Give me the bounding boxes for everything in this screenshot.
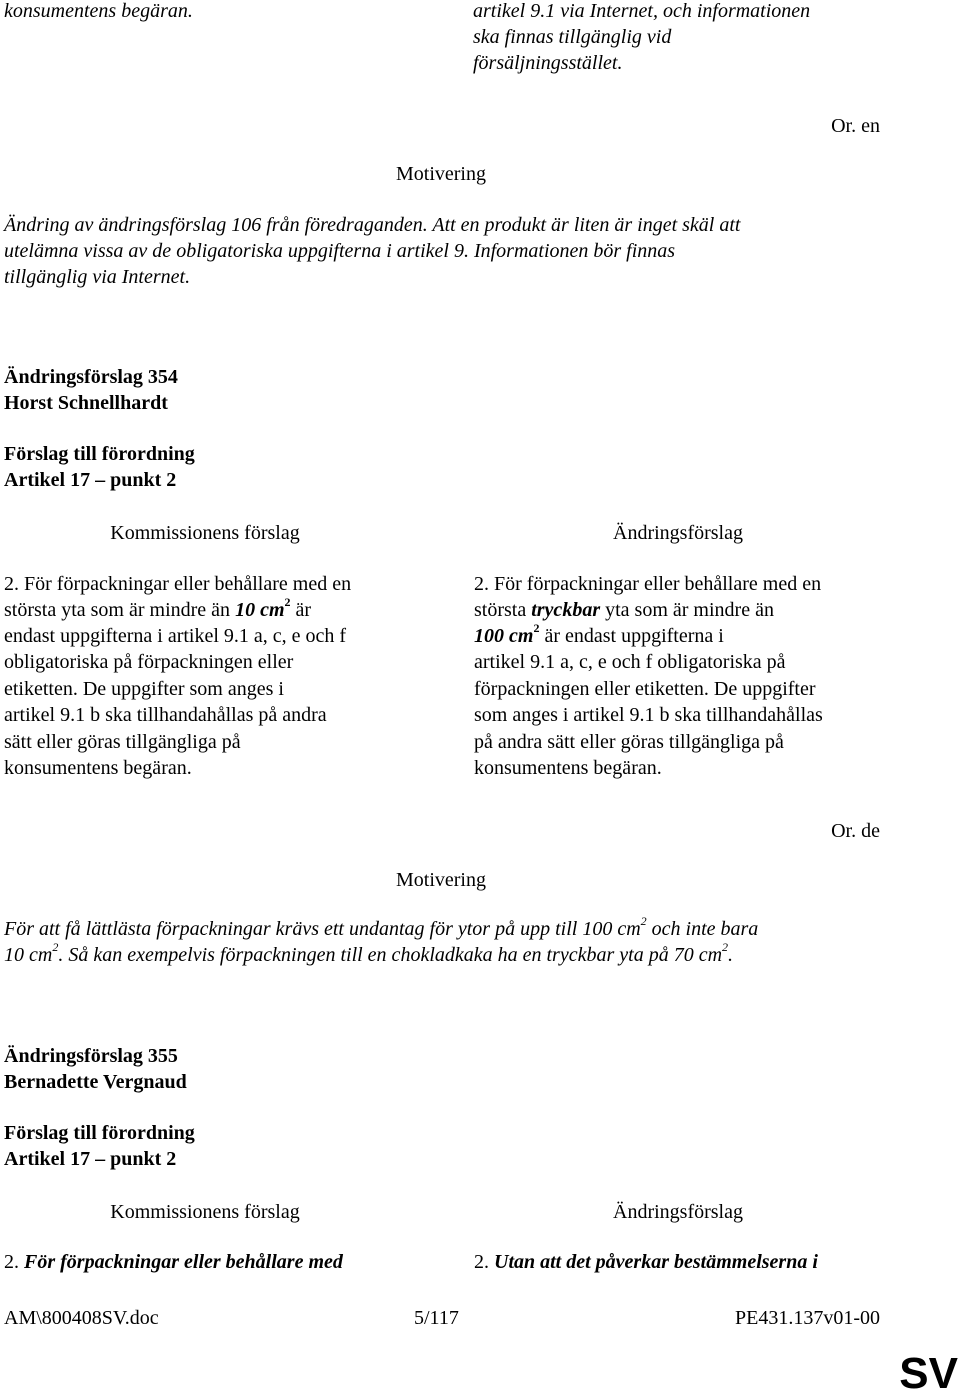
amendment-354-proposal: Förslag till förordning: [4, 443, 195, 465]
top-right-line-2: ska finnas tillgänglig vid: [473, 26, 672, 48]
text-line: konsumentens begäran.: [474, 757, 662, 779]
amendment-354-article: Artikel 17 – punkt 2: [4, 469, 177, 491]
justification-1-line-2: utelämna vissa av de obligatoriska uppgifterna i artikel 9. Informationen bör finnas: [4, 240, 676, 262]
text-line: 100 $cm^2$ är endast uppgifterna i: [474, 621, 724, 647]
top-right-line-3: försäljningsstället.: [473, 52, 623, 74]
text-line: sätt eller göras tillgängliga på: [4, 731, 241, 753]
footer-doc-ref: AM\800408SV.doc: [4, 1307, 159, 1329]
text-line: endast uppgifterna i artikel 9.1 a, c, e och f: [4, 625, 347, 647]
text-line: etiketten. De uppgifter som anges i: [4, 678, 284, 700]
column-header-amendment-2: Ändringsförslag: [613, 1201, 743, 1223]
top-left-text: konsumentens begäran.: [4, 0, 193, 22]
justification-1-line-3: tillgänglig via Internet.: [4, 266, 191, 288]
original-language-en: Or. en: [831, 115, 880, 137]
justification-1-line-1: Ändring av ändringsförslag 106 från föredraganden. Att en produkt är liten är inget skäl att: [4, 214, 741, 236]
text-line: förpackningen eller etiketten. De uppgifter: [474, 678, 816, 700]
text-line: som anges i artikel 9.1 b ska tillhandahållas: [474, 704, 823, 726]
text-line: 2. För förpackningar eller behållare med en: [4, 573, 352, 595]
motivering-heading-1: Motivering: [396, 163, 486, 185]
text-line: konsumentens begäran.: [4, 757, 192, 779]
amendment-355-proposal: Förslag till förordning: [4, 1122, 195, 1144]
text-line: på andra sätt eller göras tillgängliga på: [474, 731, 784, 753]
amendment-355-commission-text: 2. För förpackningar eller behållare med: [4, 1251, 343, 1273]
justification-2-line-1: För att få lättlästa förpackningar krävs ett undantag för ytor på upp till 100 $cm^2$ och inte bara: [4, 914, 759, 940]
justification-2-line-2: 10 $cm^2$. Så kan exempelvis förpackningen till en chokladkaka ha en tryckbar yta på 70 $cm^2$.: [4, 940, 734, 966]
footer-pe-ref: PE431.137v01-00: [735, 1307, 880, 1329]
text-line: obligatoriska på förpackningen eller: [4, 651, 294, 673]
text-line: största yta som är mindre än 10 $cm^2$ är: [4, 595, 312, 621]
amendment-355-title: Ändringsförslag 355: [4, 1045, 178, 1067]
original-language-de: Or. de: [831, 820, 880, 842]
column-header-commission-2: Kommissionens förslag: [110, 1201, 300, 1223]
amendment-354-author: Horst Schnellhardt: [4, 392, 168, 414]
amendment-355-article: Artikel 17 – punkt 2: [4, 1148, 177, 1170]
amendment-354-title: Ändringsförslag 354: [4, 366, 178, 388]
motivering-heading-2: Motivering: [396, 869, 486, 891]
text-line: artikel 9.1 a, c, e och f obligatoriska på: [474, 651, 786, 673]
footer-language-code: SV: [899, 1349, 958, 1398]
top-right-line-1: artikel 9.1 via Internet, och informationen: [473, 0, 811, 22]
text-line: artikel 9.1 b ska tillhandahållas på andra: [4, 704, 327, 726]
column-header-commission: Kommissionens förslag: [110, 522, 300, 544]
text-line: största tryckbar yta som är mindre än: [474, 599, 774, 621]
column-header-amendment: Ändringsförslag: [613, 522, 743, 544]
footer-page-number: 5/117: [414, 1307, 459, 1329]
text-line: 2. För förpackningar eller behållare med en: [474, 573, 822, 595]
amendment-355-author: Bernadette Vergnaud: [4, 1071, 187, 1093]
amendment-355-amended-text: 2. Utan att det påverkar bestämmelserna i: [474, 1251, 818, 1273]
